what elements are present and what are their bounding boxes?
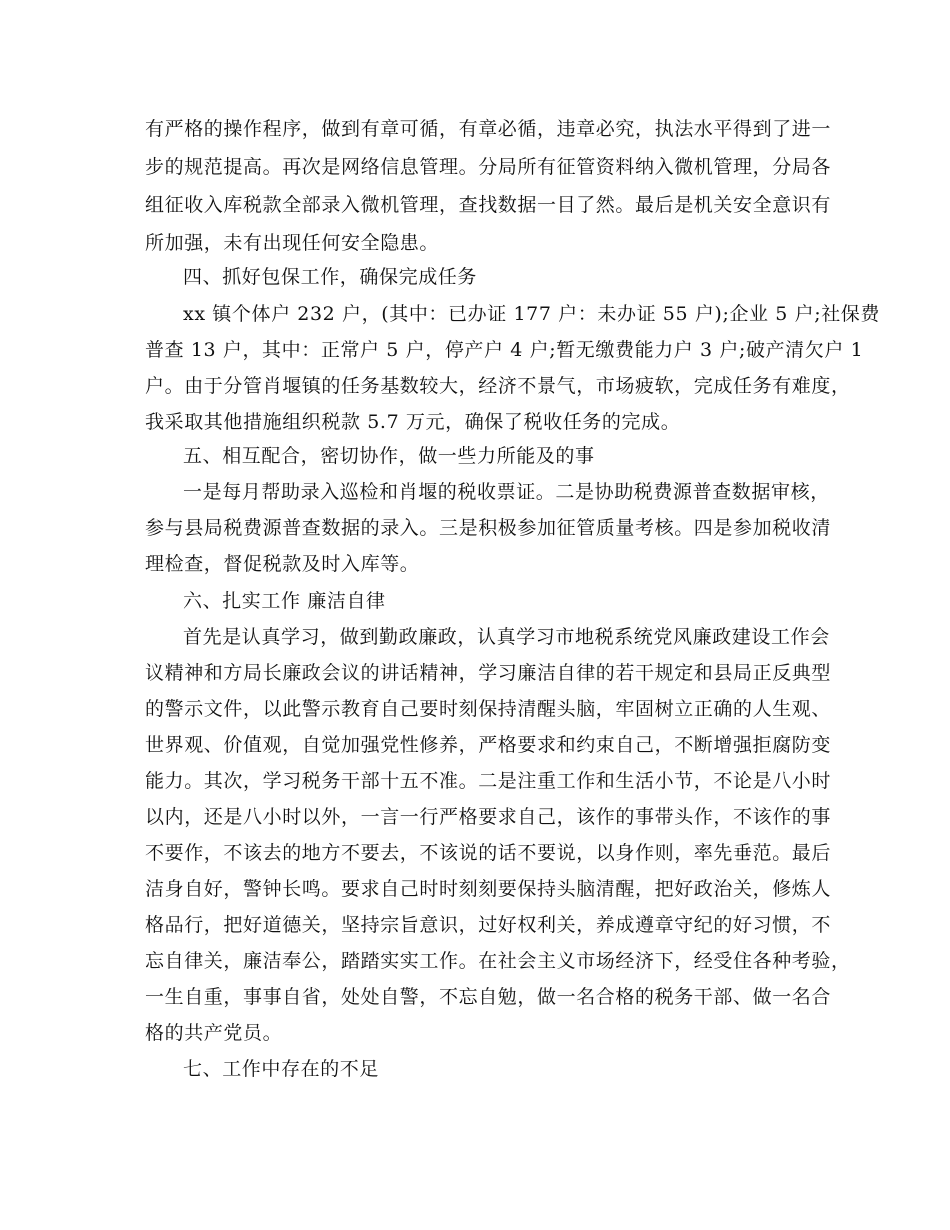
paragraph-line: 世界观、价值观，自觉加强党性修养，严格要求和约束自己，不断增强拒腐防变 bbox=[145, 734, 832, 756]
paragraph-line: 步的规范提高。再次是网络信息管理。分局所有征管资料纳入微机管理，分局各 bbox=[145, 156, 832, 178]
paragraph-line: 组征收入库税款全部录入微机管理，查找数据一目了然。最后是机关安全意识有 bbox=[145, 194, 832, 216]
paragraph-line: 一是每月帮助录入巡检和肖堰的税收票证。二是协助税费源普查数据审核， bbox=[183, 481, 830, 503]
paragraph-line: 议精神和方局长廉政会议的讲话精神，学习廉洁自律的若干规定和县局正反典型 bbox=[145, 662, 832, 684]
paragraph-line: 我采取其他措施组织税款 5.7 万元，确保了税收任务的完成。 bbox=[145, 411, 681, 433]
paragraph-line: 以内，还是八小时以外，一言一行严格要求自己，该作的事带头作，不该作的事 bbox=[145, 806, 832, 828]
paragraph-line: 不要作，不该去的地方不要去，不该说的话不要说，以身作则，率先垂范。最后 bbox=[145, 842, 832, 864]
paragraph-line: 一生自重，事事自省，处处自警，不忘自勉，做一名合格的税务干部、做一名合 bbox=[145, 986, 832, 1008]
paragraph-line: 的警示文件，以此警示教育自己要时刻保持清醒头脑，牢固树立正确的人生观、 bbox=[145, 698, 832, 720]
paragraph-line: 普查 13 户，其中：正常户 5 户，停产户 4 户;暂无缴费能力户 3 户;破产清欠户 1 bbox=[145, 339, 864, 361]
paragraph-line: 洁身自好，警钟长鸣。要求自己时时刻刻要保持头脑清醒，把好政治关，修炼人 bbox=[145, 878, 832, 900]
paragraph-line: 能力。其次，学习税务干部十五不准。二是注重工作和生活小节，不论是八小时 bbox=[145, 770, 832, 792]
section-heading: 六、扎实工作 廉洁自律 bbox=[183, 590, 386, 612]
paragraph-line: 首先是认真学习，做到勤政廉政，认真学习市地税系统党风廉政建设工作会 bbox=[183, 626, 830, 648]
paragraph-line: 格品行，把好道德关，坚持宗旨意识，过好权利关，养成遵章守纪的好习惯，不 bbox=[145, 914, 832, 936]
paragraph-line: 有严格的操作程序，做到有章可循，有章必循，违章必究，执法水平得到了进一 bbox=[145, 118, 832, 140]
section-heading: 四、抓好包保工作，确保完成任务 bbox=[183, 266, 478, 288]
paragraph-line: xx 镇个体户 232 户，(其中：已办证 177 户：未办证 55 户);企业 5 户;社保费 bbox=[183, 303, 881, 325]
paragraph-line: 忘自律关，廉洁奉公，踏踏实实工作。在社会主义市场经济下，经受住各种考验， bbox=[145, 950, 851, 972]
section-heading: 五、相互配合，密切协作，做一些力所能及的事 bbox=[183, 445, 595, 467]
paragraph-line: 所加强，未有出现任何安全隐患。 bbox=[145, 232, 440, 254]
paragraph-line: 参与县局税费源普查数据的录入。三是积极参加征管质量考核。四是参加税收清 bbox=[145, 517, 832, 539]
section-heading: 七、工作中存在的不足 bbox=[183, 1058, 380, 1080]
paragraph-line: 理检查，督促税款及时入库等。 bbox=[145, 553, 420, 575]
paragraph-line: 户。由于分管肖堰镇的任务基数较大，经济不景气，市场疲软，完成任务有难度， bbox=[145, 375, 851, 397]
paragraph-line: 格的共产党员。 bbox=[145, 1022, 283, 1044]
